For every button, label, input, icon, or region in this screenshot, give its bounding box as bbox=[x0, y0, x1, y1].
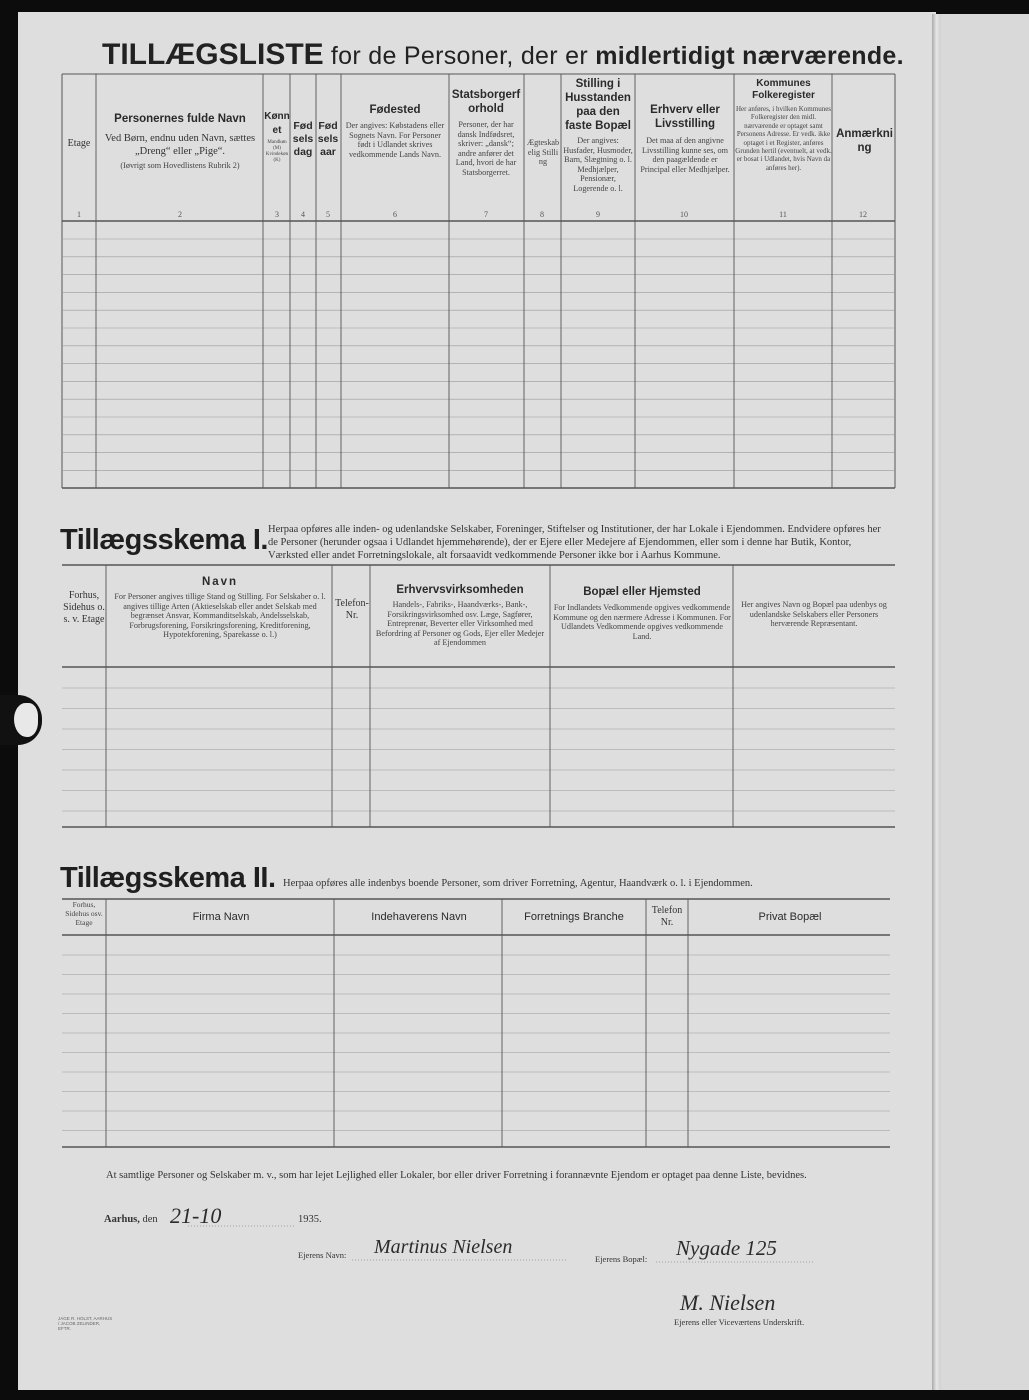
skema1-description: Herpaa opføres alle inden- og udenlandske Selskaber, Foreninger, Stiftelser og Institutioner, der har Lokale i Ejendommen. Endvidere opføres her de Personer (herunder ogsaa i Udlandet hjemmehørende), der er Ejere eller Medejere af Ejendommen, eller som i denne har Butik, Kontor, Værksted eller andet Forretningslokale, alt forsaavidt vedkommende Personer ikke bor i Aarhus Kommune. bbox=[268, 524, 881, 561]
title-mid: for de Personer, der er bbox=[330, 42, 588, 70]
owner-addr-handwritten: Nygade 125 bbox=[676, 1236, 777, 1260]
signature-handwritten: M. Nielsen bbox=[680, 1290, 776, 1315]
title-bold: midlertidigt nærværende. bbox=[595, 42, 904, 70]
col-foedselsaar-header: Fødselsaar bbox=[317, 120, 339, 158]
column-number: 2 bbox=[178, 210, 182, 219]
s2-col-firma: Firma Navn bbox=[192, 911, 250, 923]
date-handwritten: 21-10 bbox=[170, 1203, 222, 1228]
s2-col-telefon: Telefon Nr. bbox=[651, 905, 683, 928]
certification-text: At samtlige Personer og Selskaber m. v., som har lejet Lejlighed eller Lokaler, bor eller driver Forretning i forannævnte Ejendom er optaget paa denne Liste, bevidnes. bbox=[106, 1170, 807, 1181]
s2-col-privat-bopael: Privat Bopæl bbox=[758, 911, 822, 923]
printer-mark: JAGE R. HOLST, AARHUS / JACOB ZELINDER, EFTR. bbox=[58, 1316, 113, 1331]
den-label: den bbox=[142, 1214, 158, 1225]
s1-col-telefon: Telefon-Nr. bbox=[335, 598, 369, 621]
column-number: 7 bbox=[484, 210, 488, 219]
s2-col-etage: Forhus, Sidehus osv. Etage bbox=[65, 900, 103, 927]
col-folkeregister-header: Kommunes Folkeregister Her anføres, i hvilken Kommunes Folkeregister den midl. nærværende er optaget samt Personens Adresse. Er vedk. ikke optaget i et Register, anføres Grunden hertil (eventuelt, at vedk. er bosat i Udlandet, hvis Navn da anføres her). bbox=[735, 78, 832, 172]
col-koen-header: Kønnet Mandkøn (M) Kvindekøn (K) bbox=[264, 111, 290, 163]
s1-col-bopael: Bopæl eller Hjemsted For Indlandets Vedkommende opgives vedkommende Kommune og den nærmere Adresse i Kommunen. For Udlandets Vedkommende opgives vedkommende Land. bbox=[553, 586, 731, 641]
s1-col-erhverv: Erhvervsvirksomheden Handels-, Fabriks-, Haandværks-, Bank-, Forsikringsvirksomhed osv. Læge, Sagfører, Entreprenør, Beverter eller Virksomhed med Befordring af Personer og Gods, Ejer eller Medejer af Ejendommen bbox=[375, 584, 545, 648]
column-number: 10 bbox=[680, 210, 688, 219]
place-label: Aarhus, bbox=[104, 1214, 140, 1225]
form-title bbox=[102, 38, 904, 72]
column-number: 12 bbox=[859, 210, 867, 219]
s1-col-etage: Forhus, Sidehus o. s. v. Etage bbox=[63, 590, 105, 625]
column-number: 8 bbox=[540, 210, 544, 219]
year-label: 1935. bbox=[298, 1214, 322, 1225]
col-statsborger-header: Statsborgerforhold Personer, der har dansk Indfødsret, skriver: „dansk“; andre anfører det Land, hvori de har Statsborgerret. bbox=[451, 89, 521, 177]
s2-col-indehaver: Indehaverens Navn bbox=[371, 911, 467, 923]
col-foedselsdag-header: Fødselsdag bbox=[292, 120, 314, 158]
skema1-title: Tillægsskema I. bbox=[60, 524, 268, 556]
column-number: 11 bbox=[779, 210, 787, 219]
date-line bbox=[104, 1214, 158, 1225]
column-number: 4 bbox=[301, 210, 305, 219]
s1-col-navn: Navn For Personer angives tillige Stand og Stilling. For Selskaber o. l. angives tillige Arten (Aktieselskab eller andet Selskab med begrænset Ansvar, Kommanditselskab, Andelsselskab, Forbrugsforening, Forsikringsforening, Kreditforening, Hypotekforening, Sparekasse o. l.) bbox=[114, 576, 326, 640]
column-number: 1 bbox=[77, 210, 81, 219]
owner-name-label: Ejerens Navn: bbox=[298, 1250, 347, 1260]
col-navn-header: Personernes fulde Navn Ved Børn, endnu uden Navn, sættes „Dreng“ eller „Pige“. (Iøvrigt som Hovedlistens Rubrik 2) bbox=[104, 113, 256, 170]
col-stilling-header: Stilling i Husstanden paa den faste Bopæl Der angives: Husfader, Husmoder, Barn, Slægtning o. l. Medhjælper, Pensionær, Logerende o. l. bbox=[563, 78, 633, 193]
skema2-title: Tillægsskema II. bbox=[60, 862, 276, 894]
col-erhverv-header: Erhverv eller Livsstilling Det maa af den angivne Livsstilling kunne ses, om den paagældende er Principal eller Medhjælper. bbox=[640, 104, 730, 174]
column-number: 3 bbox=[275, 210, 279, 219]
signature-label: Ejerens eller Viceværtens Underskrift. bbox=[674, 1317, 805, 1327]
title-main: TILLÆGSLISTE bbox=[102, 38, 324, 71]
owner-name-handwritten: Martinus Nielsen bbox=[374, 1236, 513, 1258]
column-number: 5 bbox=[326, 210, 330, 219]
owner-addr-label: Ejerens Bopæl: bbox=[595, 1254, 648, 1264]
col-foedested-header: Fødested Der angives: Købstadens eller Sognets Navn. For Personer født i Udlandet skrives vedkommende Lands Navn. bbox=[345, 104, 445, 159]
column-number: 9 bbox=[596, 210, 600, 219]
s1-col-repraesentant: Her angives Navn og Bopæl paa udenbys og udenlandske Selskabers eller Personers herværende Repræsentant. bbox=[741, 600, 887, 629]
col-anmaerkning-header: Anmærkning bbox=[836, 128, 893, 154]
s2-col-branche: Forretnings Branche bbox=[524, 911, 624, 923]
col-etage-header: Etage bbox=[67, 138, 91, 149]
column-number: 6 bbox=[393, 210, 397, 219]
skema2-description: Herpaa opføres alle indenbys boende Personer, som driver Forretning, Agentur, Haandværk o. l. i Ejendommen. bbox=[283, 878, 753, 889]
col-aegteskab-header: Ægteskabelig Stilling bbox=[526, 138, 560, 167]
